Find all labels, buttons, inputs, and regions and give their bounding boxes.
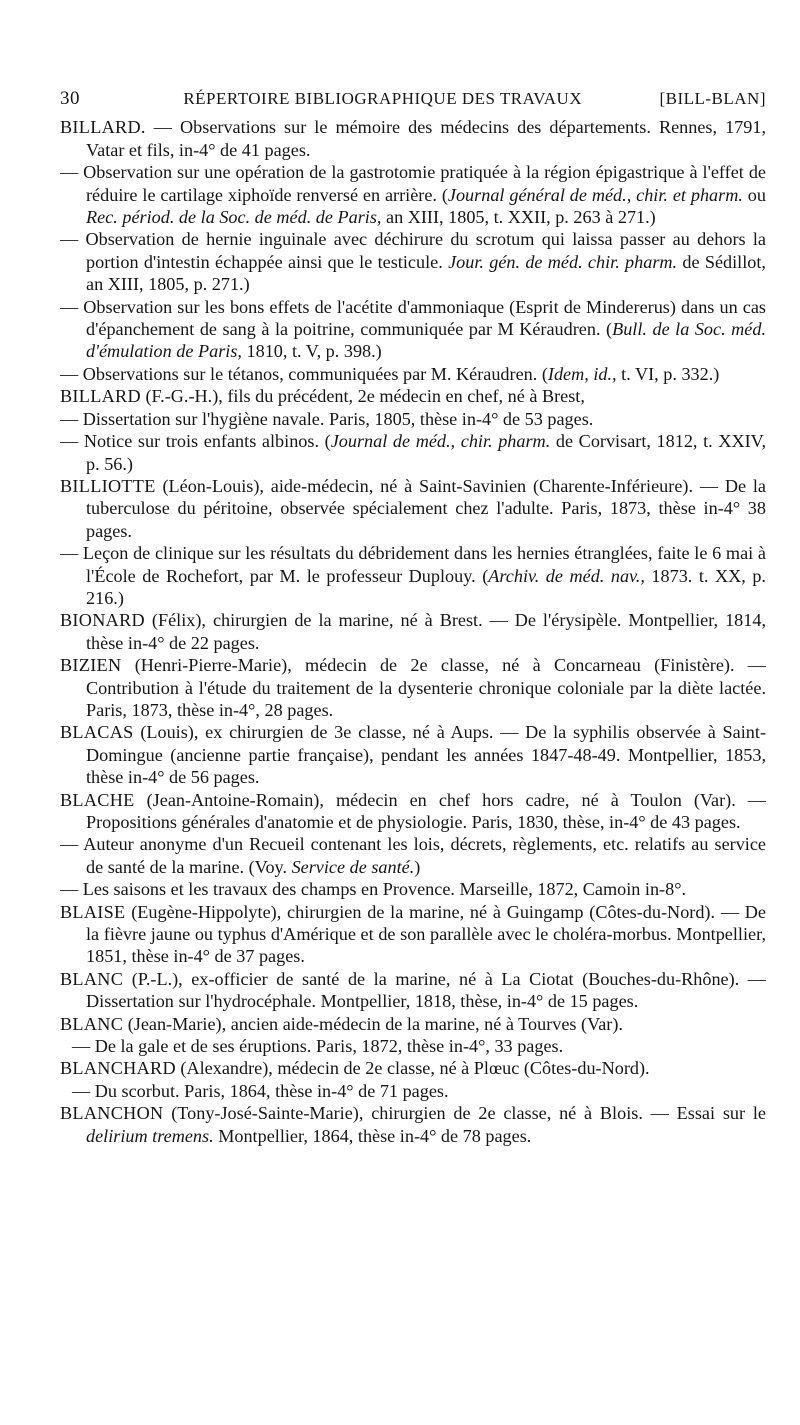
entry-work-paragraph xyxy=(60,878,766,900)
entry-heading-paragraph xyxy=(60,901,766,968)
entry-text: Montpellier, 1864, thèse in-4° de 78 pages. xyxy=(213,1125,532,1146)
author-name: BIONARD xyxy=(60,610,145,631)
author-name: BLANCHON xyxy=(60,1103,164,1124)
bibliography-entry xyxy=(60,116,766,385)
entry-text: — Observation de hernie inguinale avec déchirure du scrotum qui laissa passer au dehors la portion d'intestin échappée ainsi que le testicule. xyxy=(60,229,766,272)
entry-text: (Léon-Louis), aide-médecin, né à Saint-Savinien (Charente-Inférieure). — De la tuberculose du péritoine, observée spécialement chez l'adulte. Paris, 1873, thèse in-4° 38 pages. xyxy=(86,475,766,541)
entry-heading-paragraph xyxy=(60,1057,766,1079)
entry-text: t. VI, p. 332.) xyxy=(616,363,720,384)
entry-work-paragraph xyxy=(60,363,766,385)
entry-work-paragraph xyxy=(60,408,766,430)
italic-citation-text: Rec. périod. de la Soc. de méd. de Paris, xyxy=(86,207,382,228)
author-name: BLANC xyxy=(60,1013,124,1034)
entry-heading-paragraph xyxy=(60,1013,766,1035)
entry-text: — Notice sur trois enfants albinos. ( xyxy=(60,431,331,452)
entry-text: — Observation sur les bons effets de l'acétite d'ammoniaque (Esprit de Mindererus) dans un cas d'épanchement de sang à la poitrine, communiquée par M Kéraudren. ( xyxy=(60,296,766,340)
entry-work-paragraph xyxy=(60,1035,766,1057)
entry-text: — De la gale et de ses éruptions. Paris, 1872, thèse in-4°, 33 pages. xyxy=(72,1036,564,1057)
entry-text: — Du scorbut. Paris, 1864, thèse in-4° de 71 pages. xyxy=(72,1080,449,1101)
entry-heading-paragraph xyxy=(60,385,766,407)
entry-text: — Auteur anonyme d'un Recueil contenant les lois, décrets, règlements, etc. relatifs au service de santé de la marine. (Voy. xyxy=(60,834,766,877)
entry-text: (Henri-Pierre-Marie), médecin de 2e classe, né à Concarneau (Finistère). — Contribution à l'étude du traitement de la dysenterie chronique coloniale par la diète lactée. Paris, 1873, thèse in-4°, 28 pages. xyxy=(86,655,766,720)
entry-text: (Jean-Marie), ancien aide-médecin de la marine, né à Tourves (Var). xyxy=(123,1013,623,1034)
bibliography-entry xyxy=(60,609,766,654)
entry-text: ) xyxy=(414,856,421,877)
bibliography-entry xyxy=(60,475,766,609)
entry-text: (P.-L.), ex-officier de santé de la marine, né à La Ciotat (Bouches-du-Rhône). — Dissertation sur l'hydrocéphale. Montpellier, 1818, thèse, in-4° de 15 pages. xyxy=(86,968,766,1012)
author-name: BILLIOTTE xyxy=(60,475,156,496)
entry-text: an XIII, 1805, t. XXII, p. 263 à 271.) xyxy=(381,207,656,228)
entry-heading-paragraph xyxy=(60,654,766,721)
entry-text: de Corvisart, 1812, t. XXIV, p. 56.) xyxy=(86,431,767,474)
author-name: BLAISE xyxy=(60,901,126,922)
page-number: 30 xyxy=(60,88,80,109)
entry-heading-paragraph xyxy=(60,721,766,788)
entry-heading-paragraph xyxy=(60,968,766,1013)
bibliography-entry xyxy=(60,721,766,788)
italic-citation-text: Service de santé. xyxy=(291,856,415,877)
bibliography-entry xyxy=(60,1013,766,1058)
entry-text: (Alexandre), médecin de 2e classe, né à Plœuc (Côtes-du-Nord). xyxy=(175,1058,650,1079)
entry-heading-paragraph xyxy=(60,475,766,542)
entry-work-paragraph xyxy=(60,430,766,475)
entry-text: — Dissertation sur l'hygiène navale. Paris, 1805, thèse in-4° de 53 pages. xyxy=(60,408,594,429)
entry-text: (Félix), chirurgien de la marine, né à Brest. — De l'érysipèle. Montpellier, 1814, thèse in-4° de 22 pages. xyxy=(86,610,766,653)
entry-text: (Louis), ex chirurgien de 3e classe, né à Aups. — De la syphilis observée à Saint-Domingue (ancienne partie française), pendant les années 1847-48-49. Montpellier, 1853, thèse in-4° de 56 pages. xyxy=(86,722,766,788)
entry-text: (Eugène-Hippolyte), chirurgien de la marine, né à Guingamp (Côtes-du-Nord). — De la fièvre jaune ou typhus d'Amérique et de son parallèle avec le choléra-morbus. Montpellier, 1851, thèse in-4° de 37 pages. xyxy=(86,901,766,967)
author-name: BLANCHARD xyxy=(60,1058,176,1079)
entry-work-paragraph xyxy=(60,833,766,878)
entry-text: — Leçon de clinique sur les résultats du débridement dans les hernies étranglées, faite le 6 mai à l'École de Rochefort, par M. le professeur Duplouy. ( xyxy=(60,543,766,586)
author-name: BILLARD xyxy=(60,386,141,407)
bibliography-entry xyxy=(60,789,766,901)
entry-heading-paragraph xyxy=(60,609,766,654)
author-name: BLACHE xyxy=(60,789,135,810)
entry-work-paragraph xyxy=(60,542,766,609)
entry-text: — Observations sur le tétanos, communiquées par M. Kéraudren. ( xyxy=(60,363,548,384)
entry-text: — Les saisons et les travaux des champs en Provence. Marseille, 1872, Camoin in-8°. xyxy=(60,879,687,900)
italic-citation-text: Idem, id., xyxy=(547,363,617,384)
bibliography-entry xyxy=(60,1057,766,1102)
author-name: BIZIEN xyxy=(60,655,122,676)
entry-list xyxy=(60,116,766,1147)
bibliography-entry xyxy=(60,1102,766,1147)
bibliography-entry xyxy=(60,901,766,968)
bibliography-entry xyxy=(60,385,766,475)
entry-text: 1810, t. V, p. 398.) xyxy=(241,341,382,362)
page-header xyxy=(60,88,766,110)
italic-citation-text: Jour. gén. de méd. chir. pharm. xyxy=(448,251,678,272)
italic-citation-text: Journal général de méd., chir. et pharm. xyxy=(447,184,743,205)
italic-citation-text: Bull. de la Soc. méd. d'émulation de Paris, xyxy=(86,319,766,362)
entry-text: de Sédillot, an XIII, 1805, p. 271.) xyxy=(86,251,766,295)
entry-text: — Observation sur une opération de la gastrotomie pratiquée à la région épigastrique à l'effet de réduire le cartilage xiphoïde renversé en arrière. ( xyxy=(60,162,766,205)
running-title: RÉPERTOIRE BIBLIOGRAPHIQUE DES TRAVAUX xyxy=(183,89,583,108)
bibliography-entry xyxy=(60,968,766,1013)
entry-text: (F.-G.-H.), fils du précédent, 2e médecin en chef, né à Brest, xyxy=(140,386,585,407)
entry-text: (Tony-José-Sainte-Marie), chirurgien de 2e classe, né à Blois. — Essai sur le xyxy=(163,1103,766,1124)
entry-text: 1873. t. XX, p. 216.) xyxy=(86,565,766,608)
entry-heading-paragraph xyxy=(60,116,766,161)
entry-work-paragraph xyxy=(60,228,766,295)
bibliography-entry xyxy=(60,654,766,721)
entry-text: — Observations sur le mémoire des médecins des départements. Rennes, 1791, Vatar et fils, in-4° de 41 pages. xyxy=(86,117,766,160)
entry-work-paragraph xyxy=(60,296,766,363)
entry-heading-paragraph xyxy=(60,1102,766,1147)
author-name: BILLARD. xyxy=(60,117,146,138)
entry-text: (Jean-Antoine-Romain), médecin en chef hors cadre, né à Toulon (Var). — Propositions générales d'anatomie et de physiologie. Paris, 1830, thèse, in-4° de 43 pages. xyxy=(86,789,766,832)
italic-citation-text: Journal de méd., chir. pharm. xyxy=(330,431,551,452)
entry-work-paragraph xyxy=(60,161,766,228)
entry-text: ou xyxy=(742,184,766,205)
italic-citation-text: Archiv. de méd. nav., xyxy=(488,565,645,586)
alphabetic-range: [BILL-BLAN] xyxy=(659,89,766,108)
entry-heading-paragraph xyxy=(60,789,766,834)
italic-citation-text: delirium tremens. xyxy=(86,1125,214,1146)
entry-work-paragraph xyxy=(60,1080,766,1102)
author-name: BLANC xyxy=(60,968,124,989)
author-name: BLACAS xyxy=(60,722,134,743)
